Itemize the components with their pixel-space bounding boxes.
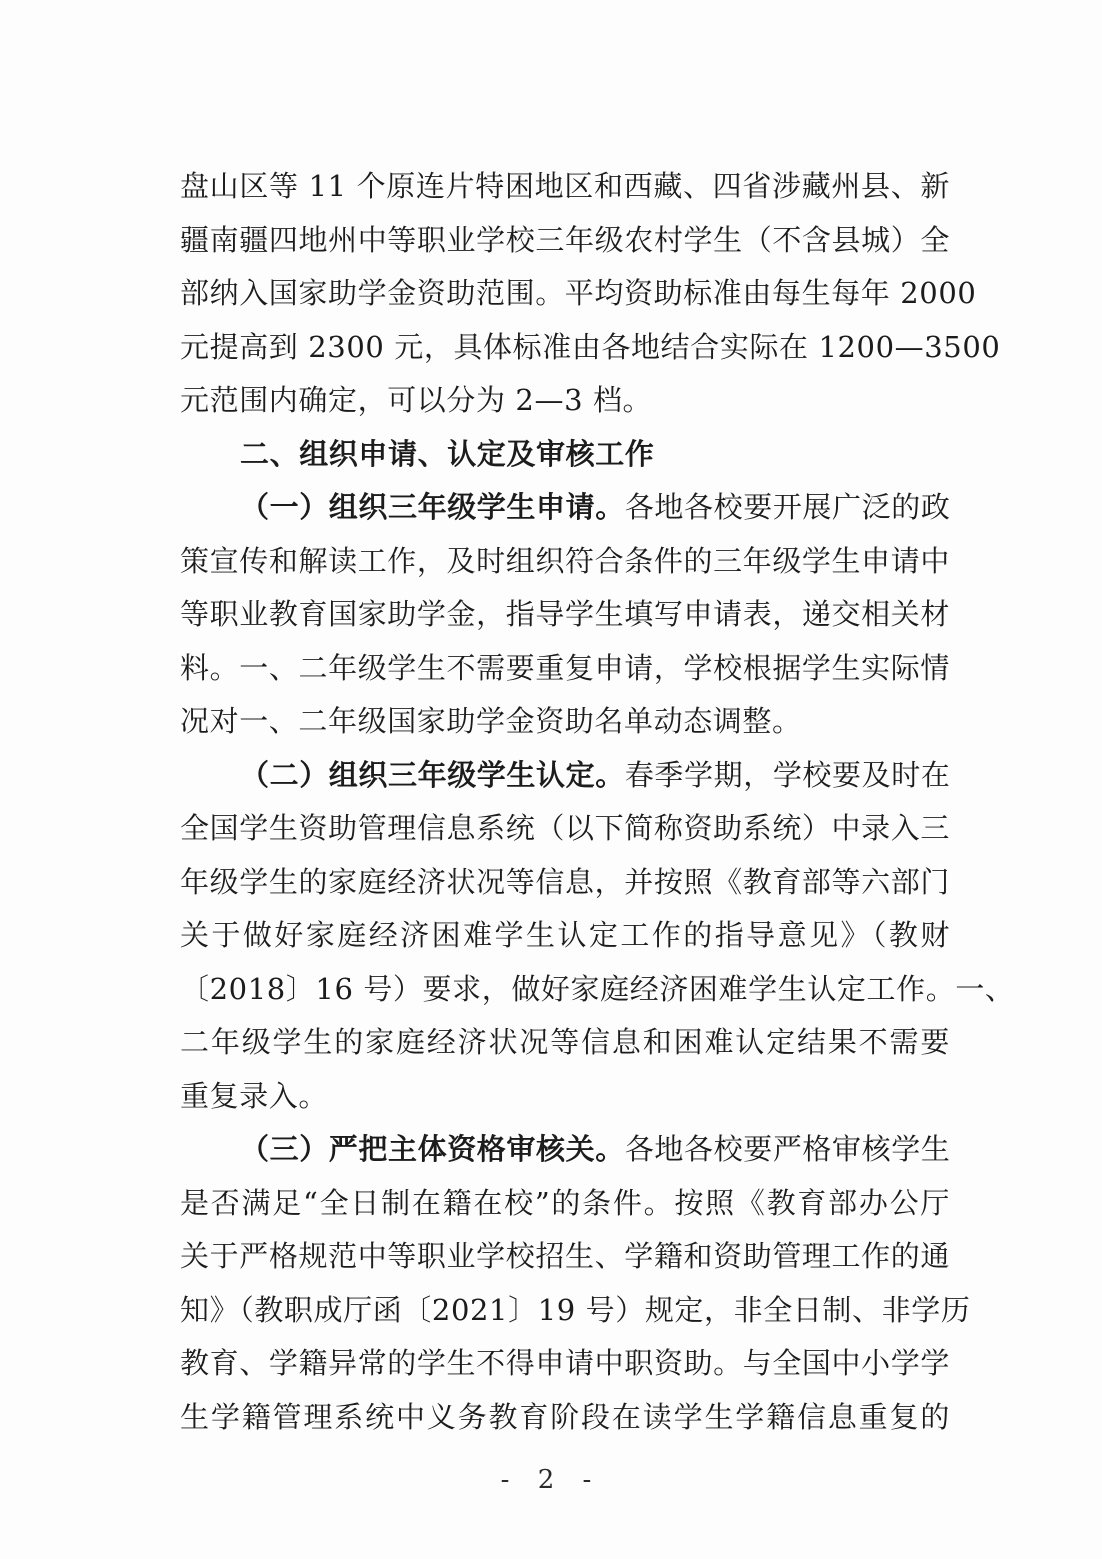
paragraph-line: 况对一、二年级国家助学金资助名单动态调整。 bbox=[180, 704, 802, 738]
item-lead: （二）组织三年级学生认定。 bbox=[240, 757, 625, 792]
item-first-line bbox=[180, 1123, 950, 1177]
paragraph-line: 盘山区等 11 个原连片特困地区和西藏、四省涉藏州县、新 bbox=[180, 169, 950, 203]
section-heading: 二、组织申请、认定及审核工作 bbox=[240, 436, 655, 471]
paragraph-line: 〔2018〕16 号）要求，做好家庭经济困难学生认定工作。一、 bbox=[180, 971, 1015, 1006]
paragraph-line: 年级学生的家庭经济状况等信息，并按照《教育部等六部门 bbox=[180, 864, 950, 899]
paragraph-line: 部纳入国家助学金资助范围。平均资助标准由每生每年 2000 bbox=[180, 276, 977, 310]
paragraph-line: 元提高到 2300 元，具体标准由各地结合实际在 1200—3500 bbox=[180, 329, 1001, 364]
item-text: 各地各校要严格审核学生 bbox=[624, 1132, 951, 1166]
page-number: - 2 - bbox=[500, 1465, 602, 1495]
paragraph-line: 教育、学籍异常的学生不得申请中职资助。与全国中小学学 bbox=[180, 1346, 950, 1380]
paragraph-line: 二年级学生的家庭经济状况等信息和困难认定结果不需要 bbox=[180, 1025, 950, 1059]
item-lead: （一）组织三年级学生申请。 bbox=[240, 490, 625, 524]
paragraph-line: 重复录入。 bbox=[180, 1078, 329, 1113]
item-first-line bbox=[180, 749, 950, 803]
paragraph-line: 等职业教育国家助学金，指导学生填写申请表，递交相关材 bbox=[180, 597, 950, 631]
paragraph-line: 关于做好家庭经济困难学生认定工作的指导意见》（教财 bbox=[180, 918, 950, 952]
item-lead: （三）严把主体资格审核关。 bbox=[240, 1132, 625, 1166]
body-text bbox=[180, 160, 1015, 1444]
paragraph-line: 元范围内确定，可以分为 2—3 档。 bbox=[180, 383, 653, 417]
paragraph-line: 是否满足“全日制在籍在校”的条件。按照《教育部办公厅 bbox=[180, 1185, 950, 1220]
paragraph-line: 策宣传和解读工作，及时组织符合条件的三年级学生申请中 bbox=[180, 543, 950, 578]
paragraph-line: 料。一、二年级学生不需要重复申请，学校根据学生实际情 bbox=[180, 650, 950, 685]
paragraph-line: 疆南疆四地州中等职业学校三年级农村学生（不含县城）全 bbox=[180, 222, 950, 257]
paragraph-line: 知》（教职成厅函〔2021〕19 号）规定，非全日制、非学历 bbox=[180, 1292, 971, 1327]
paragraph-line: 全国学生资助管理信息系统（以下简称资助系统）中录入三 bbox=[180, 811, 950, 845]
item-first-line bbox=[180, 481, 950, 535]
paragraph-line: 关于严格规范中等职业学校招生、学籍和资助管理工作的通 bbox=[180, 1239, 950, 1273]
item-text: 各地各校要开展广泛的政 bbox=[624, 490, 951, 524]
item-text: 春季学期，学校要及时在 bbox=[624, 757, 951, 792]
paragraph-line: 生学籍管理系统中义务教育阶段在读学生学籍信息重复的 bbox=[180, 1399, 950, 1434]
